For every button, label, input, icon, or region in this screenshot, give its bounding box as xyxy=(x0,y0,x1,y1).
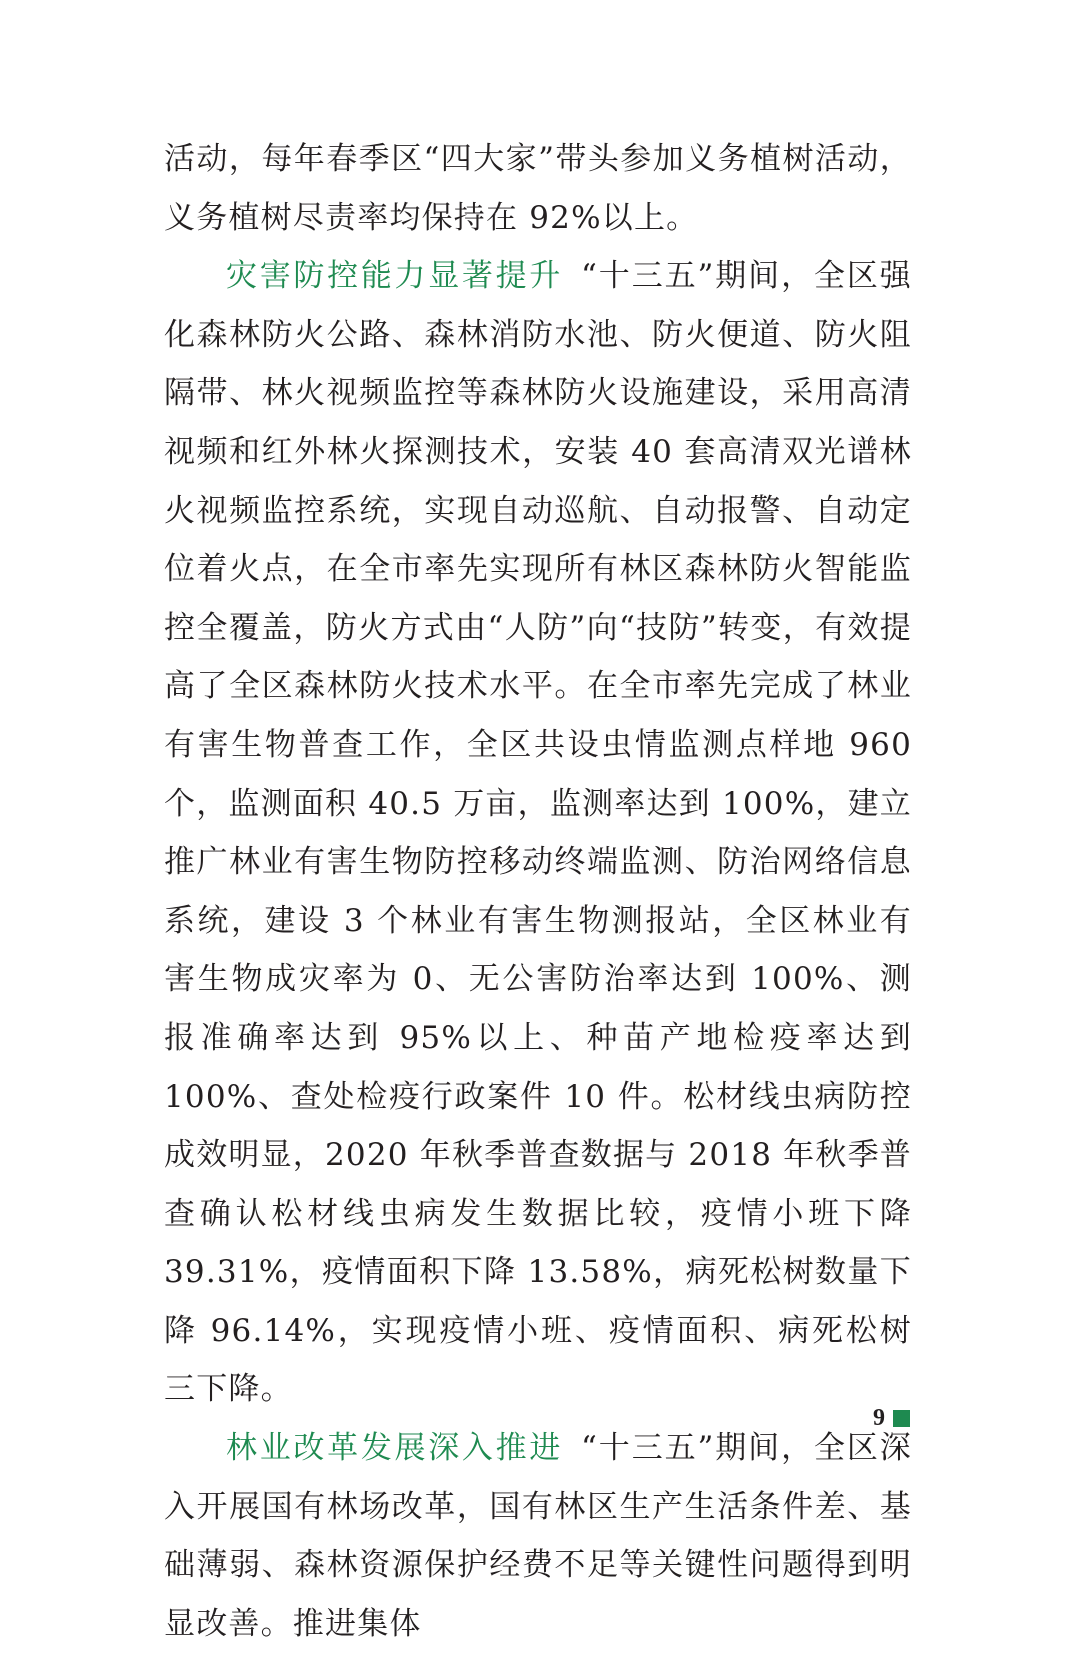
green-square-icon xyxy=(893,1410,910,1427)
section-heading-disaster-control: 灾害防控能力显著提升 xyxy=(226,258,564,295)
section-heading-forestry-reform: 林业改革发展深入推进 xyxy=(226,1430,564,1467)
document-page xyxy=(164,130,912,1653)
paragraph-1-text: 活动，每年春季区“四大家”带头参加义务植树活动，义务植树尽责率均保持在 92%以上。 xyxy=(164,141,912,236)
paragraph-1 xyxy=(164,130,912,247)
page-number: 9 xyxy=(873,1405,885,1431)
paragraph-2-text: “十三五”期间，全区强化森林防火公路、森林消防水池、防火便道、防火阻隔带、林火视频监控等森林防火设施建设，采用高清视频和红外林火探测技术，安装 40 套高清双光谱林火视频监控系统，实现自动巡航、自动报警、自动定位着火点，在全市率先实现所有林区森林防火智能监控全覆盖，防火方式由“人防”向“技防”转变，有效提高了全区森林防火技术水平。在全市率先完成了林业有害生物普查工作，全区共设虫情监测点样地 960 个，监测面积 40.5 万亩，监测率达到 100%，建立推广林业有害生物防控移动终端监测、防治网络信息系统，建设 3 个林业有害生物测报站，全区林业有害生物成灾率为 0、无公害防治率达到 100%、测报准确率达到 95%以上、种苗产地检疫率达到 100%、查处检疫行政案件 10 件。松材线虫病防控成效明显，2020 年秋季普查数据与 2018 年秋季普查确认松材线虫病发生数据比较，疫情小班下降 39.31%，疫情面积下降 13.58%，病死松树数量下降 96.14%，实现疫情小班、疫情面积、病死松树三下降。 xyxy=(164,258,912,1408)
paragraph-3 xyxy=(164,1419,912,1653)
page-footer xyxy=(873,1406,910,1430)
paragraph-2 xyxy=(164,247,912,1419)
paragraph-3-text: “十三五”期间，全区深入开展国有林场改革，国有林区生产生活条件差、基础薄弱、森林资源保护经费不足等关键性问题得到明显改善。推进集体 xyxy=(164,1430,912,1642)
